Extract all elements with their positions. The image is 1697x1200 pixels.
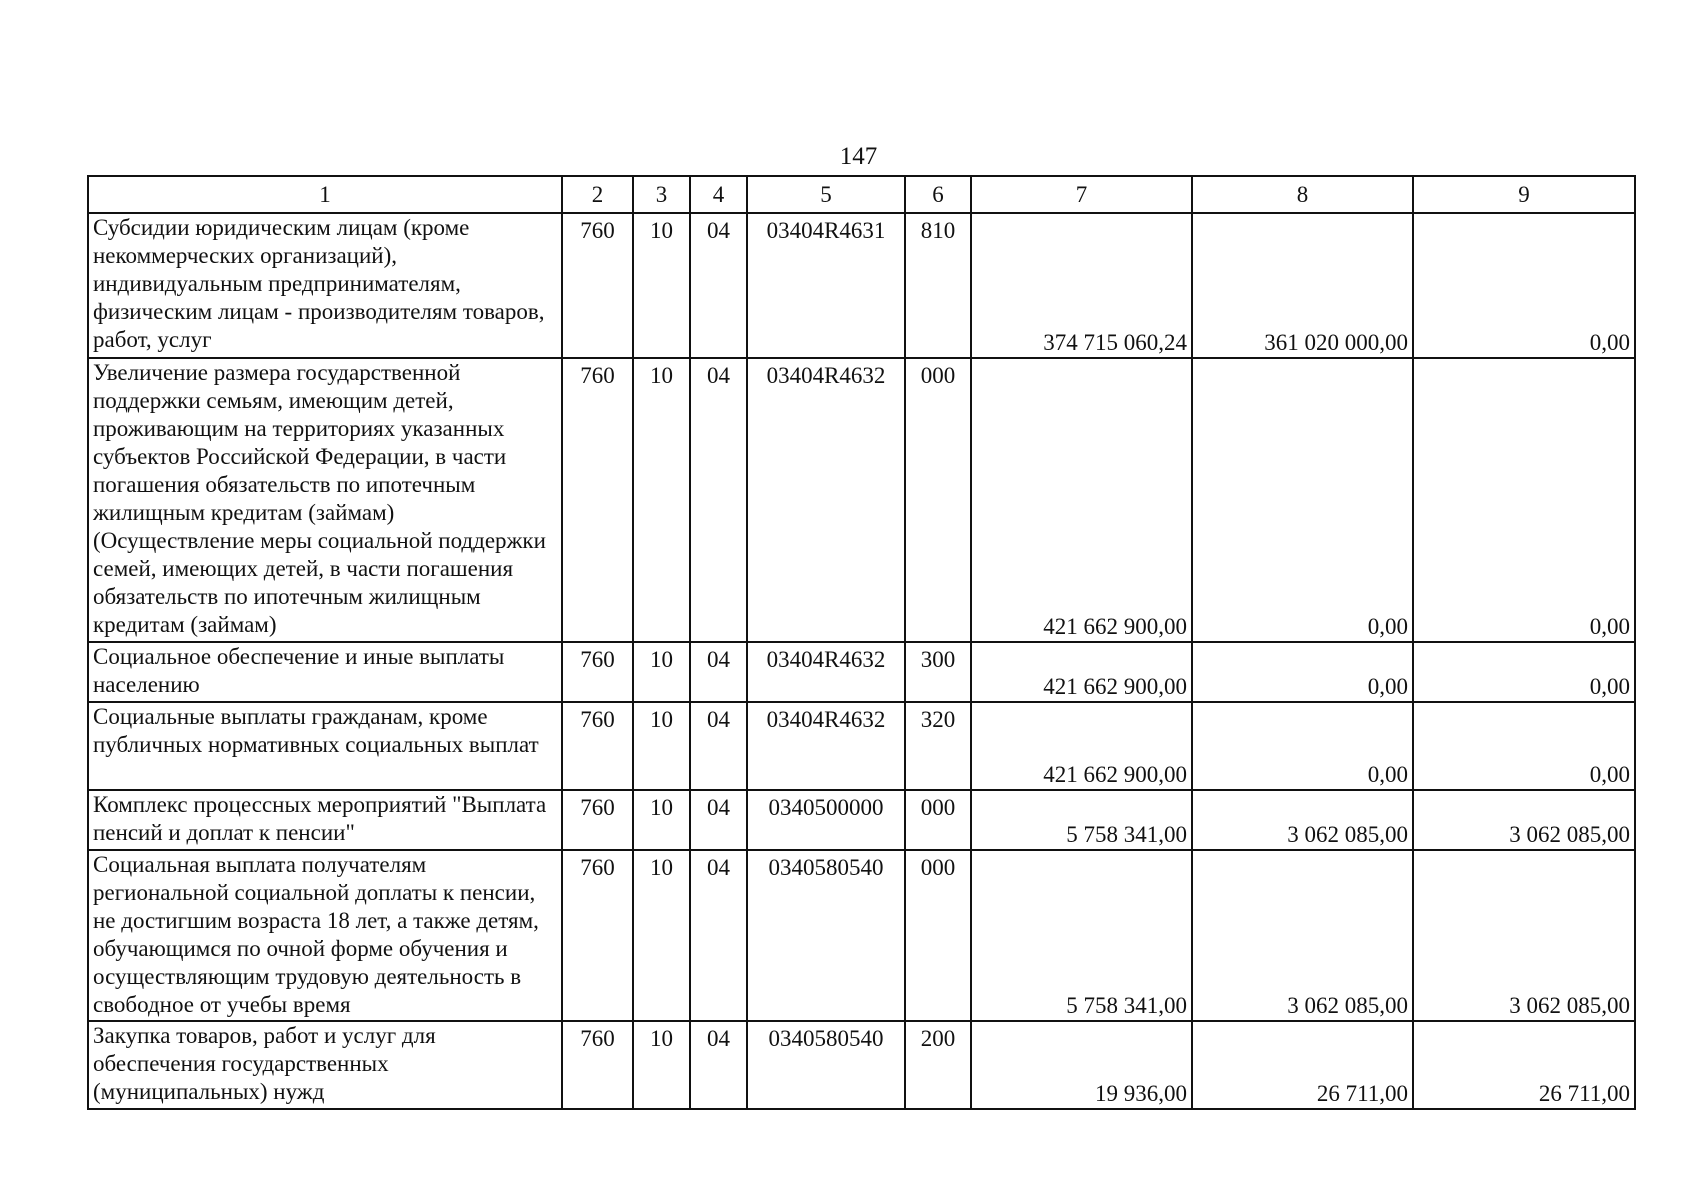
- row-target-article: 0340580540: [747, 850, 905, 1021]
- row-name: Закупка товаров, работ и услуг для обеспечения государственных (муниципальных) нужд: [88, 1021, 562, 1109]
- row-expense-type: 200: [905, 1021, 971, 1109]
- row-expense-type: 000: [905, 790, 971, 850]
- row-grbs: 760: [562, 213, 633, 358]
- row-amount-1: 421 662 900,00: [971, 642, 1192, 702]
- row-subsection: 04: [690, 1021, 747, 1109]
- row-amount-2: 3 062 085,00: [1192, 790, 1413, 850]
- row-section: 10: [633, 702, 690, 790]
- row-amount-2: 0,00: [1192, 642, 1413, 702]
- table-row: [88, 358, 1635, 642]
- table-row: [88, 642, 1635, 702]
- row-subsection: 04: [690, 790, 747, 850]
- table-row: [88, 790, 1635, 850]
- row-name: Социальное обеспечение и иные выплаты населению: [88, 642, 562, 702]
- row-target-article: 03404R4631: [747, 213, 905, 358]
- header-cell: 3: [633, 176, 690, 213]
- row-subsection: 04: [690, 850, 747, 1021]
- row-expense-type: 000: [905, 358, 971, 642]
- row-amount-2: 361 020 000,00: [1192, 213, 1413, 358]
- row-grbs: 760: [562, 358, 633, 642]
- row-amount-2: 3 062 085,00: [1192, 850, 1413, 1021]
- header-cell: 4: [690, 176, 747, 213]
- row-grbs: 760: [562, 790, 633, 850]
- row-amount-3: 0,00: [1413, 358, 1635, 642]
- row-amount-1: 421 662 900,00: [971, 358, 1192, 642]
- row-amount-1: 19 936,00: [971, 1021, 1192, 1109]
- row-target-article: 03404R4632: [747, 702, 905, 790]
- header-cell: 2: [562, 176, 633, 213]
- row-target-article: 03404R4632: [747, 642, 905, 702]
- row-amount-1: 421 662 900,00: [971, 702, 1192, 790]
- page-number: 147: [839, 143, 878, 170]
- header-cell: 5: [747, 176, 905, 213]
- row-amount-3: 26 711,00: [1413, 1021, 1635, 1109]
- row-amount-2: 0,00: [1192, 358, 1413, 642]
- row-amount-3: 0,00: [1413, 642, 1635, 702]
- header-cell: 6: [905, 176, 971, 213]
- header-cell: 9: [1413, 176, 1635, 213]
- row-grbs: 760: [562, 850, 633, 1021]
- row-name: Субсидии юридическим лицам (кроме некоммерческих организаций), индивидуальным предпринимателям, физическим лицам - производителям товаров, работ, услуг: [88, 213, 562, 358]
- row-amount-3: 0,00: [1413, 213, 1635, 358]
- row-amount-1: 5 758 341,00: [971, 850, 1192, 1021]
- row-subsection: 04: [690, 213, 747, 358]
- table-header-row: [88, 176, 1635, 213]
- row-grbs: 760: [562, 1021, 633, 1109]
- row-amount-2: 26 711,00: [1192, 1021, 1413, 1109]
- row-expense-type: 300: [905, 642, 971, 702]
- row-name: Комплекс процессных мероприятий "Выплата пенсий и доплат к пенсии": [88, 790, 562, 850]
- row-target-article: 0340580540: [747, 1021, 905, 1109]
- budget-table: [87, 175, 1636, 1110]
- row-amount-3: 3 062 085,00: [1413, 850, 1635, 1021]
- row-amount-1: 5 758 341,00: [971, 790, 1192, 850]
- table-row: [88, 1021, 1635, 1109]
- row-expense-type: 320: [905, 702, 971, 790]
- row-grbs: 760: [562, 702, 633, 790]
- row-subsection: 04: [690, 358, 747, 642]
- row-section: 10: [633, 642, 690, 702]
- row-target-article: 03404R4632: [747, 358, 905, 642]
- row-section: 10: [633, 213, 690, 358]
- table-row: [88, 850, 1635, 1021]
- row-amount-2: 0,00: [1192, 702, 1413, 790]
- table-row: [88, 213, 1635, 358]
- row-section: 10: [633, 790, 690, 850]
- row-grbs: 760: [562, 642, 633, 702]
- row-section: 10: [633, 358, 690, 642]
- row-amount-3: 3 062 085,00: [1413, 790, 1635, 850]
- table-row: [88, 702, 1635, 790]
- row-expense-type: 810: [905, 213, 971, 358]
- header-cell: 1: [88, 176, 562, 213]
- row-name: Социальная выплата получателям региональной социальной доплаты к пенсии, не достигшим возраста 18 лет, а также детям, обучающимся по очной форме обучения и осуществляющим трудовую деятельность в свободное от учебы время: [88, 850, 562, 1021]
- row-expense-type: 000: [905, 850, 971, 1021]
- row-name: Социальные выплаты гражданам, кроме публичных нормативных социальных выплат: [88, 702, 562, 790]
- row-section: 10: [633, 1021, 690, 1109]
- row-subsection: 04: [690, 642, 747, 702]
- header-cell: 7: [971, 176, 1192, 213]
- row-amount-3: 0,00: [1413, 702, 1635, 790]
- row-amount-1: 374 715 060,24: [971, 213, 1192, 358]
- row-section: 10: [633, 850, 690, 1021]
- row-name: Увеличение размера государственной поддержки семьям, имеющим детей, проживающим на территориях указанных субъектов Российской Федерации, в части погашения обязательств по ипотечным жилищным кредитам (займам) (Осуществление меры социальной поддержки семей, имеющих детей, в части погашения обязательств по ипотечным жилищным кредитам (займам): [88, 358, 562, 642]
- row-target-article: 0340500000: [747, 790, 905, 850]
- row-subsection: 04: [690, 702, 747, 790]
- header-cell: 8: [1192, 176, 1413, 213]
